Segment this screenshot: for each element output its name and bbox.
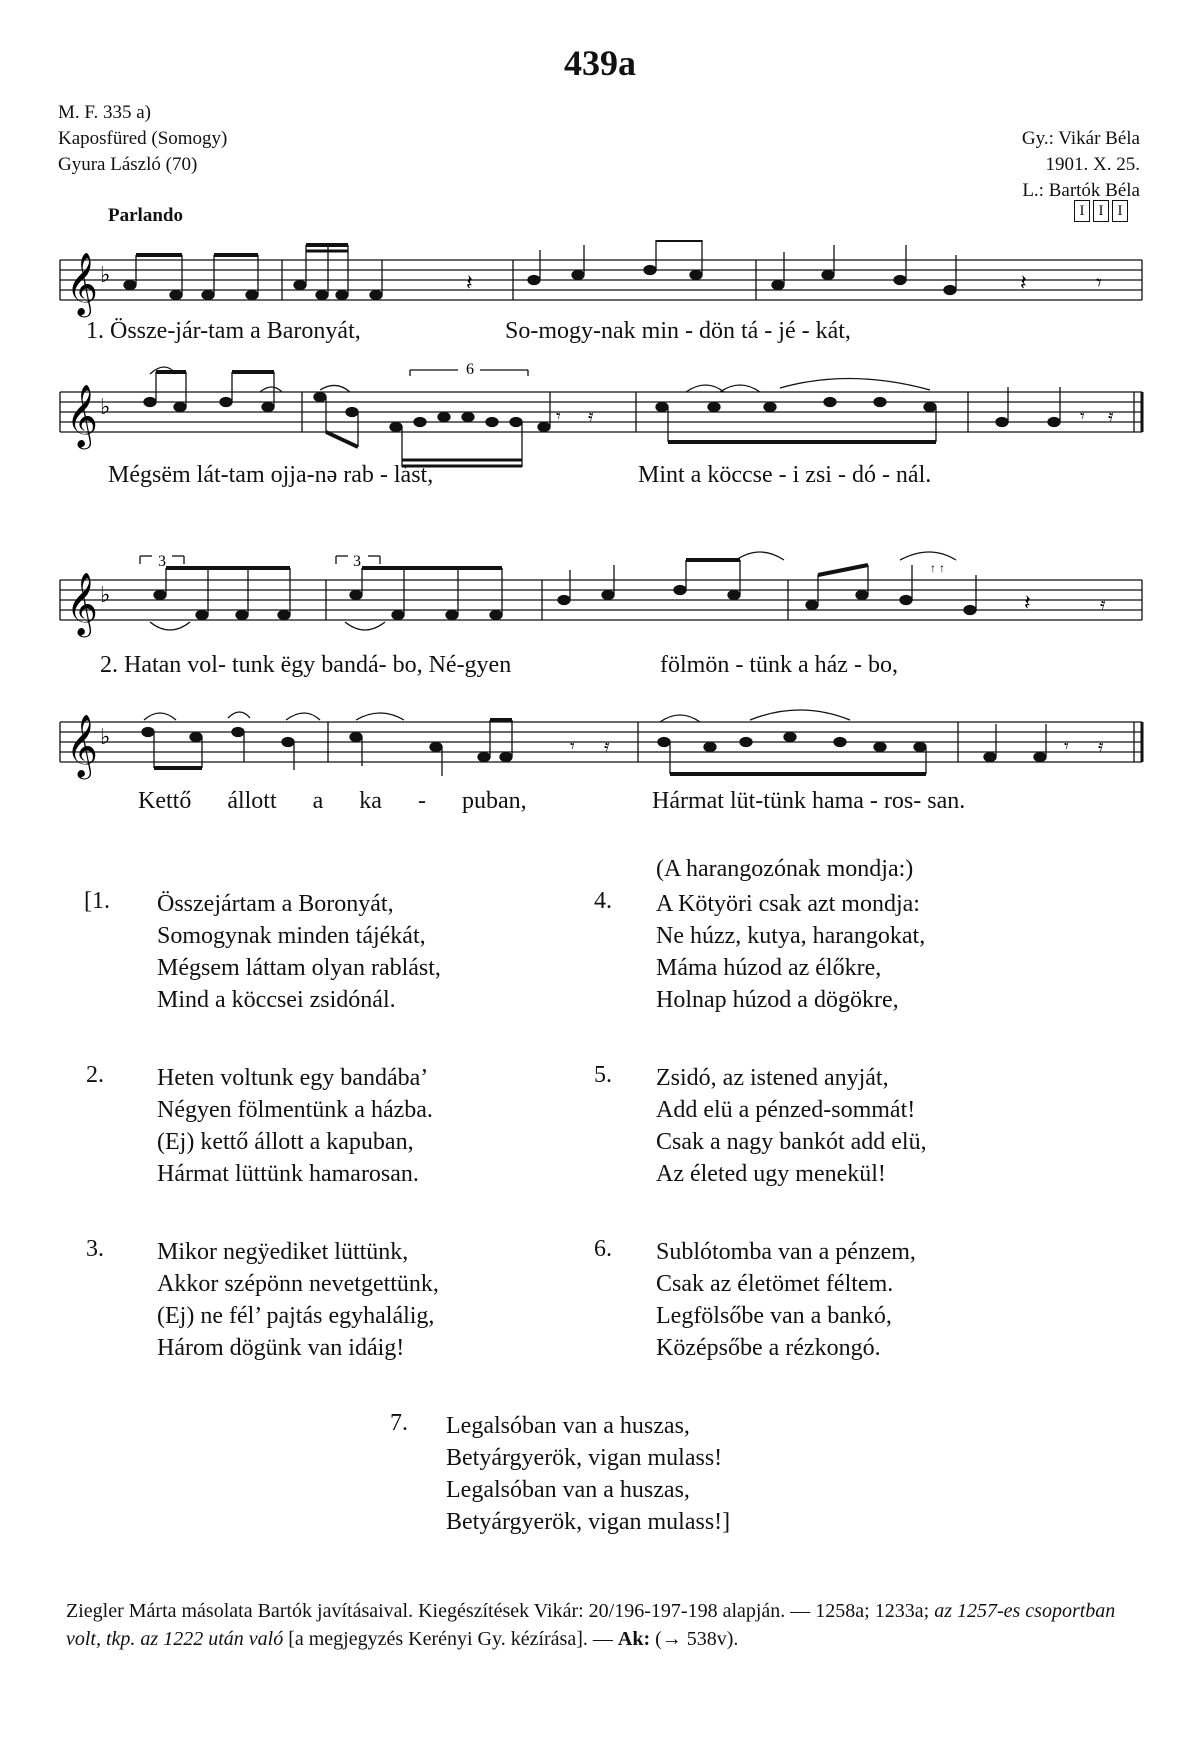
classification-box: I — [1074, 200, 1090, 222]
stanza-note: (A harangozónak mondja:) — [656, 856, 914, 882]
stanza-text — [157, 1062, 433, 1190]
source-line: Gyura László (70) — [58, 154, 198, 175]
stanza-line: Csak az életömet féltem. — [656, 1271, 894, 1297]
tempo-marking: Parlando — [108, 205, 183, 226]
lyric-line: So-mogy-nak min - dön tá - jé - kát, — [505, 318, 851, 344]
lyric-line: Mint a köccse - i zsi - dó - nál. — [638, 462, 932, 488]
rest-icon: 𝄿 — [604, 736, 610, 757]
footer-bold: Ak: — [617, 1628, 651, 1650]
stanza-line: Legalsóban van a huszas, — [446, 1413, 690, 1439]
rest-icon: 𝄾 — [570, 736, 575, 757]
song-number: 439a — [564, 43, 636, 83]
sextuplet-mark: 6 — [466, 362, 474, 378]
flat-icon: ♭ — [100, 725, 111, 750]
stanza-number: 2. — [86, 1062, 104, 1088]
stanza-line: Hármat lüttünk hamarosan. — [157, 1161, 419, 1187]
stanza-number: 4. — [594, 888, 612, 914]
stanza-number: 6. — [594, 1236, 612, 1262]
lyric-line: 1. Össze-jár-tam a Baronyát, — [86, 318, 361, 344]
classification-boxes — [1074, 200, 1128, 222]
lyric-line: Mégsëm lát-tam ojja-nə rab - lást, — [108, 462, 434, 488]
rest-icon: 𝄿 — [1100, 594, 1106, 615]
stanza-number: 5. — [594, 1062, 612, 1088]
collector-line: L.: Bartók Béla — [1022, 180, 1140, 201]
footer-text: [a megjegyzés Kerényi Gy. kézírása]. — — [288, 1628, 613, 1650]
source-line: M. F. 335 a) — [58, 102, 151, 123]
stanza-number: 7. — [390, 1410, 408, 1436]
rest-icon: 𝄽 — [466, 271, 473, 296]
stanza-line: Mikor negÿediket lüttünk, — [157, 1239, 409, 1265]
stanza-line: Az életed ugy menekül! — [656, 1161, 886, 1187]
stanza-line: Ne húzz, kutya, harangokat, — [656, 923, 926, 949]
rest-icon: 𝄾 — [1080, 406, 1085, 427]
stanza-line: Középsőbe a rézkongó. — [656, 1335, 881, 1361]
stanza-number: [1. — [84, 888, 110, 914]
rest-icon: 𝄽 — [1024, 591, 1031, 616]
stanza-line: Legalsóban van a huszas, — [446, 1477, 690, 1503]
stanza-text — [656, 888, 925, 1016]
accent-icon: ↑ ↑ — [930, 561, 945, 575]
source-line: Kaposfüred (Somogy) — [58, 128, 228, 149]
footer-note — [66, 1597, 1146, 1653]
collector-info — [1022, 126, 1140, 204]
lyric-line: Hármat lüt-tünk hama - ros- san. — [652, 788, 966, 814]
music-staff-2 — [0, 362, 1200, 472]
stanza-line: (Ej) kettő állott a kapuban, — [157, 1129, 414, 1155]
stanza-line: (Ej) ne fél’ pajtás egyhalálig, — [157, 1303, 435, 1329]
stanza-line: Zsidó, az istened anyját, — [656, 1065, 889, 1091]
stanza-line: Heten voltunk egy bandába’ — [157, 1065, 429, 1091]
music-staff-3 — [0, 550, 1200, 650]
music-staff-4 — [0, 700, 1200, 800]
footer-text: (→ 538v). — [655, 1628, 739, 1650]
rest-icon: 𝄽 — [1020, 271, 1027, 296]
stanza-line: Legfölsőbe van a bankó, — [656, 1303, 892, 1329]
collector-line: 1901. X. 25. — [1045, 154, 1140, 175]
classification-box: I — [1112, 200, 1128, 222]
stanza-line: Sublótomba van a pénzem, — [656, 1239, 916, 1265]
stanza-line: Betyárgyerök, vigan mulass!] — [446, 1509, 731, 1535]
stanza-line: Add elü a pénzed-sommát! — [656, 1097, 916, 1123]
stanza-line: Négyen fölmentünk a házba. — [157, 1097, 433, 1123]
flat-icon: ♭ — [100, 583, 111, 608]
triplet-mark: 3 — [158, 553, 166, 570]
stanza-line: Máma húzod az élőkre, — [656, 955, 882, 981]
rest-icon: 𝄿 — [1098, 736, 1104, 757]
collector-line: Gy.: Vikár Béla — [1021, 128, 1140, 149]
flat-icon: ♭ — [100, 395, 111, 420]
lyric-line: Kettő állott a ka - puban, — [138, 788, 527, 814]
classification-box: I — [1093, 200, 1109, 222]
stanza-text — [656, 1062, 927, 1190]
stanza-line: Mind a köccsei zsidónál. — [157, 987, 396, 1013]
flat-icon: ♭ — [100, 263, 111, 288]
stanza-line: Betyárgyerök, vigan mulass! — [446, 1445, 723, 1471]
treble-clef-icon: 𝄞 — [66, 572, 98, 635]
stanza-line: Somogynak minden tájékát, — [157, 923, 426, 949]
stanza-line: Akkor szépönn nevetgettünk, — [157, 1271, 439, 1297]
treble-clef-icon: 𝄞 — [66, 714, 98, 777]
lyric-line: 2. Hatan vol- tunk ëgy bandá- bo, Né-gyen — [100, 652, 512, 678]
rest-icon: 𝄾 — [556, 406, 561, 427]
stanza-line: Mégsem láttam olyan rablást, — [157, 955, 441, 981]
footer-italic: az 1257-es csoportban volt, tkp. az 1222 után való — [66, 1600, 1116, 1650]
footer-text: Ziegler Márta másolata Bartók javításaival. Kiegészítések Vikár: 20/196-197-198 alapján. — 1258a; 1233a; — [66, 1600, 930, 1622]
source-info — [58, 100, 227, 178]
lyric-line: fölmön - tünk a ház - bo, — [660, 652, 898, 678]
stanza-line: Három dögünk van idáig! — [157, 1335, 405, 1361]
treble-clef-icon: 𝄞 — [66, 384, 98, 447]
stanza-text — [157, 888, 441, 1016]
stanza-line: A Kötyöri csak azt mondja: — [656, 891, 920, 917]
treble-clef-icon: 𝄞 — [66, 252, 98, 315]
triplet-mark: 3 — [353, 553, 361, 570]
stanza-text — [656, 1236, 916, 1364]
stanza-number: 3. — [86, 1236, 104, 1262]
stanza-line: Összejártam a Boronyát, — [157, 891, 394, 917]
stanza-line: Csak a nagy bankót add elü, — [656, 1129, 927, 1155]
rest-icon: 𝄿 — [588, 406, 594, 427]
stanza-text — [157, 1236, 439, 1364]
stanza-line: Holnap húzod a dögökre, — [656, 987, 899, 1013]
stanza-text — [446, 1410, 730, 1538]
rest-icon: 𝄿 — [1108, 406, 1114, 427]
rest-icon: 𝄾 — [1096, 271, 1102, 296]
rest-icon: 𝄾 — [1064, 736, 1069, 757]
